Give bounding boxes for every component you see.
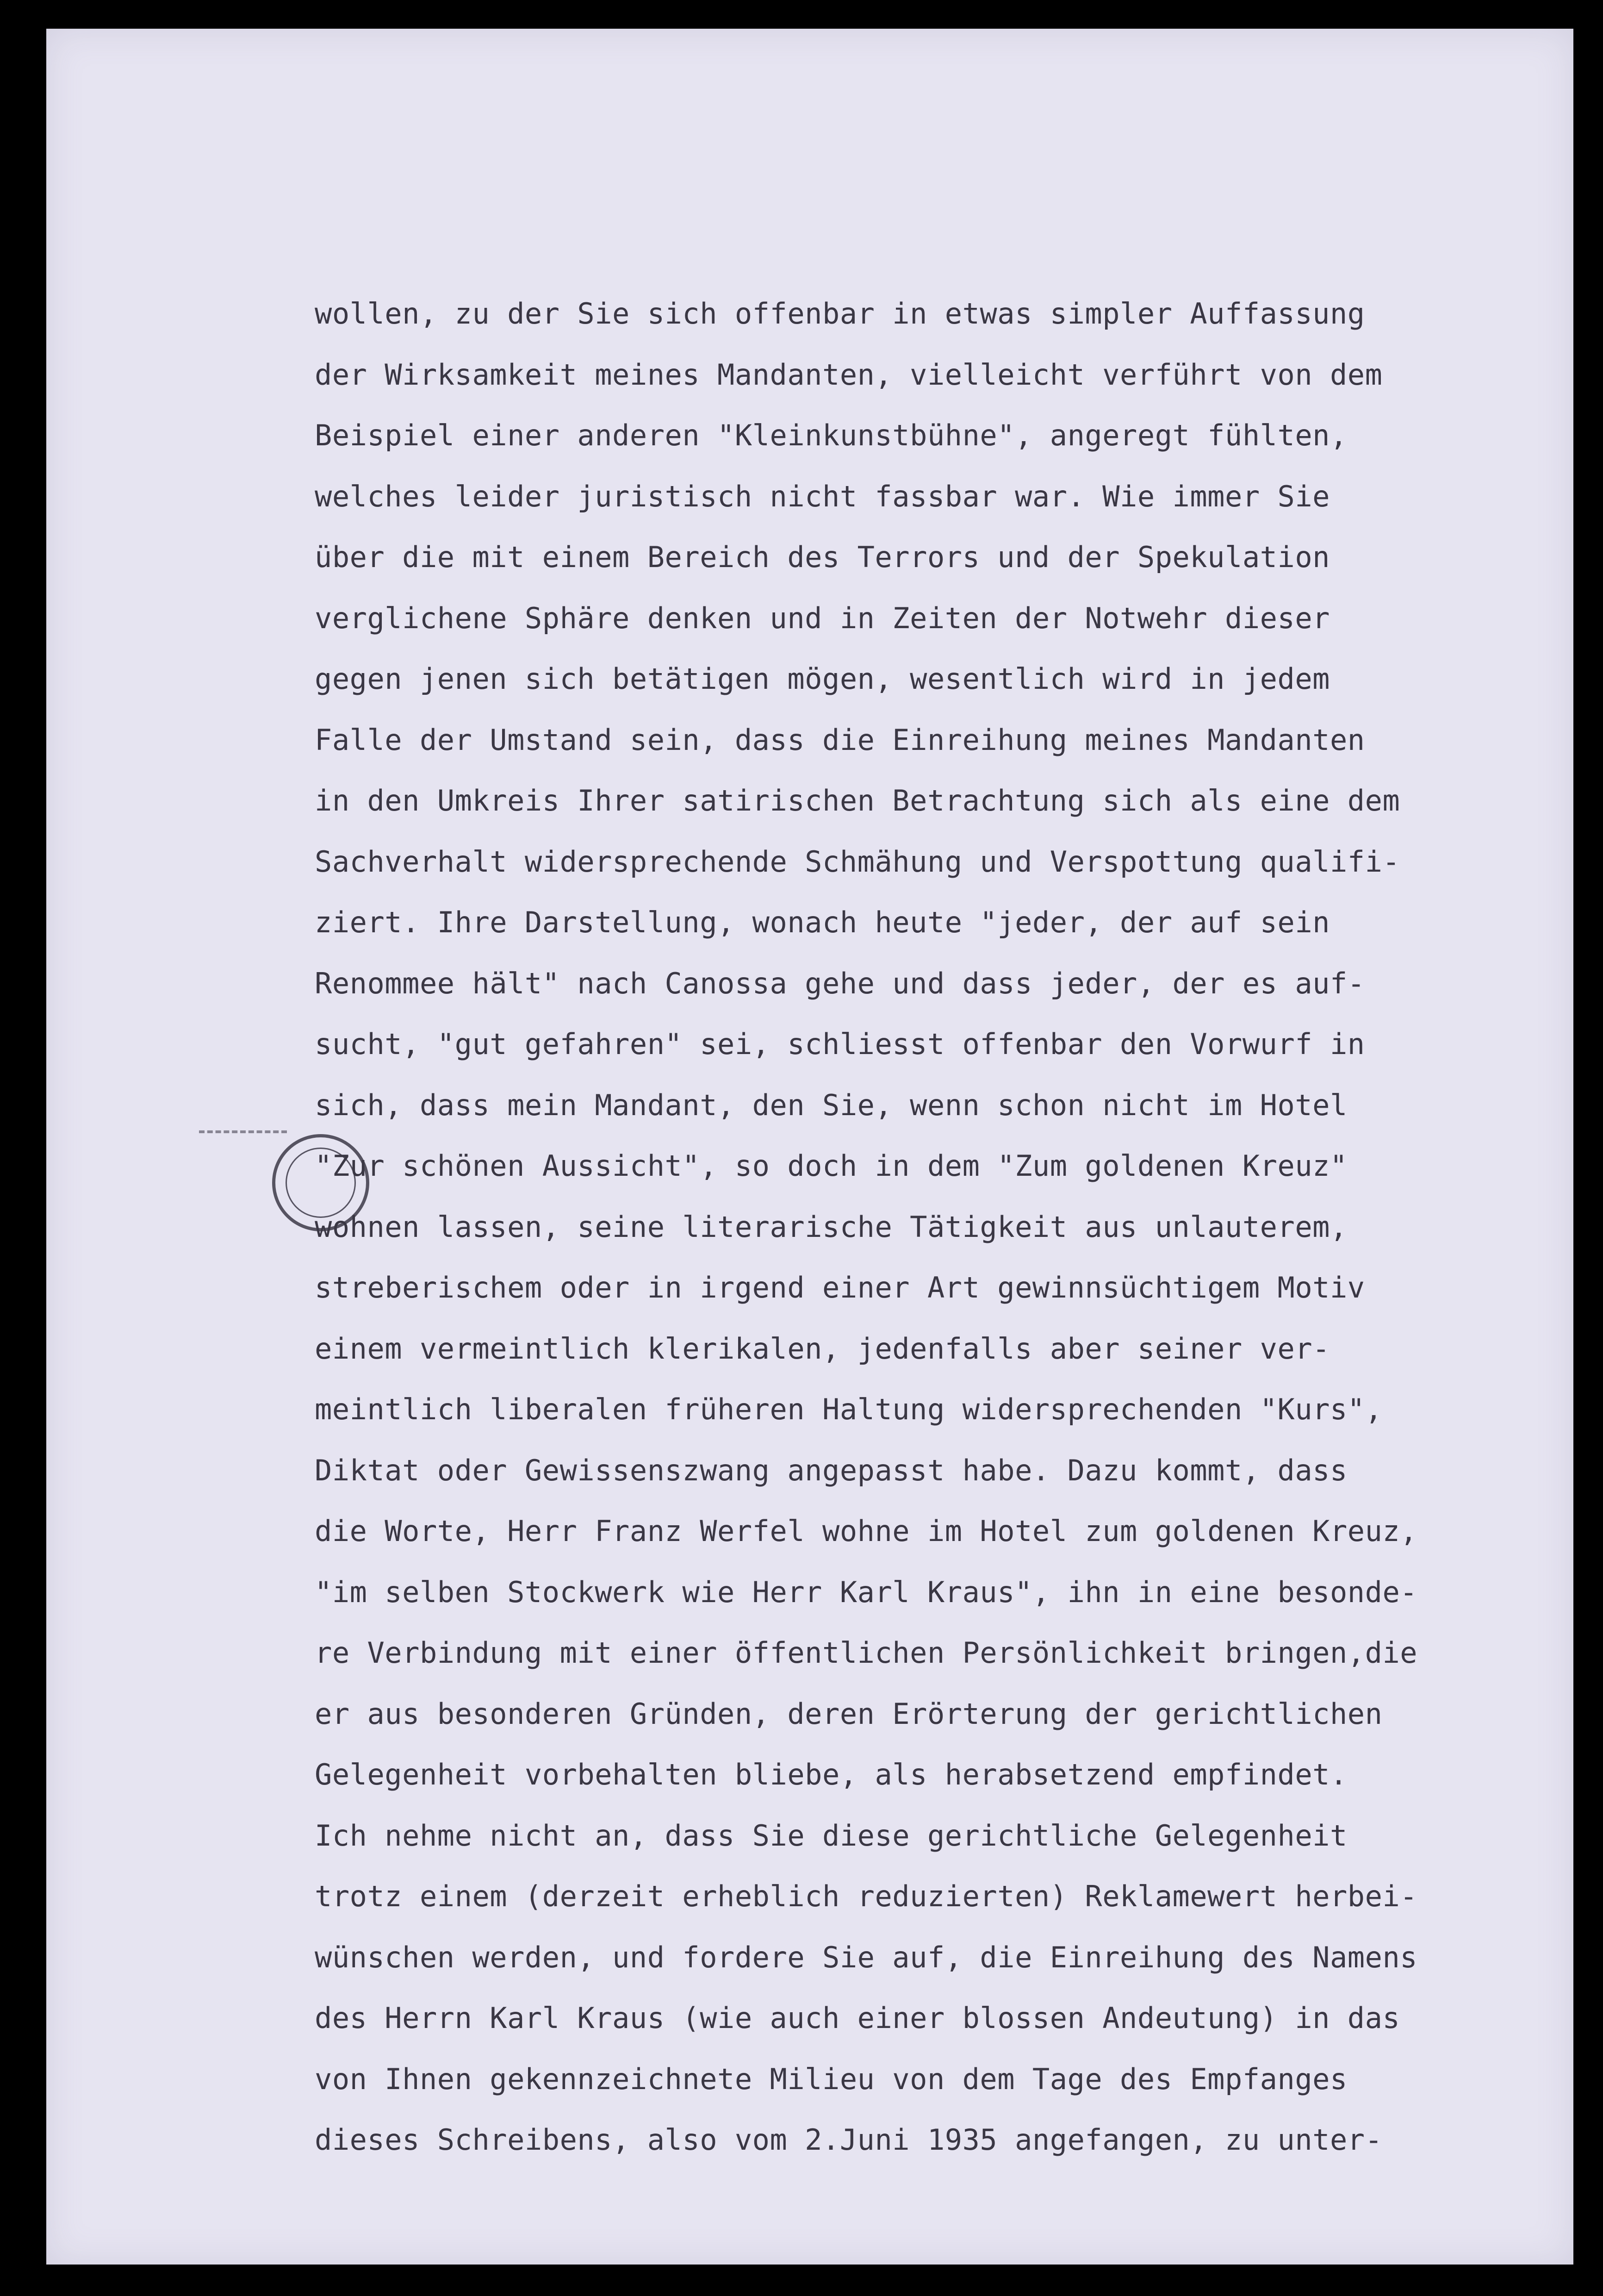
text-line: er aus besonderen Gründen, deren Erörterung der gerichtlichen	[315, 1697, 1383, 1731]
text-line: Beispiel einer anderen "Kleinkunstbühne", angeregt fühlten,	[315, 418, 1348, 452]
text-line: verglichene Sphäre denken und in Zeiten der Notwehr dieser	[315, 601, 1330, 635]
text-line: Diktat oder Gewissenszwang angepasst habe. Dazu kommt, dass	[315, 1453, 1348, 1487]
text-line: einem vermeintlich klerikalen, jedenfalls aber seiner ver-	[315, 1331, 1330, 1366]
text-line: über die mit einem Bereich des Terrors und der Spekulation	[315, 540, 1330, 574]
text-line: "im selben Stockwerk wie Herr Karl Kraus", ihn in eine besonde-	[315, 1575, 1418, 1609]
text-line: Ich nehme nicht an, dass Sie diese gerichtliche Gelegenheit	[315, 1818, 1348, 1853]
text-line: Falle der Umstand sein, dass die Einreihung meines Mandanten	[315, 723, 1365, 757]
text-line: sich, dass mein Mandant, den Sie, wenn schon nicht im Hotel	[315, 1088, 1348, 1122]
stamp-dash-mark	[199, 1130, 287, 1133]
text-line: streberischem oder in irgend einer Art gewinnsüchtigem Motiv	[315, 1271, 1365, 1304]
text-line: in den Umkreis Ihrer satirischen Betrachtung sich als eine dem	[315, 784, 1400, 817]
typed-letter-body	[315, 283, 1527, 2171]
text-line: "Zur schönen Aussicht", so doch in dem "Zum goldenen Kreuz"	[315, 1149, 1348, 1183]
text-line: die Worte, Herr Franz Werfel wohne im Hotel zum goldenen Kreuz,	[315, 1514, 1418, 1548]
text-line: gegen jenen sich betätigen mögen, wesentlich wird in jedem	[315, 662, 1330, 696]
text-line: sucht, "gut gefahren" sei, schliesst offenbar den Vorwurf in	[315, 1027, 1365, 1061]
text-line: der Wirksamkeit meines Mandanten, vielleicht verführt von dem	[315, 357, 1383, 392]
text-line: dieses Schreibens, also vom 2.Juni 1935 angefangen, zu unter-	[315, 2123, 1383, 2157]
text-line: des Herrn Karl Kraus (wie auch einer blossen Andeutung) in das	[315, 2001, 1400, 2035]
text-line: wohnen lassen, seine literarische Tätigkeit aus unlauterem,	[315, 1210, 1348, 1244]
text-line: von Ihnen gekennzeichnete Milieu von dem Tage des Empfanges	[315, 2062, 1348, 2096]
text-line: Gelegenheit vorbehalten bliebe, als herabsetzend empfindet.	[315, 1758, 1348, 1791]
text-line: re Verbindung mit einer öffentlichen Persönlichkeit bringen,die	[315, 1636, 1418, 1670]
text-line: Renommee hält" nach Canossa gehe und dass jeder, der es auf-	[315, 966, 1365, 1000]
text-line: trotz einem (derzeit erheblich reduzierten) Reklamewert herbei-	[315, 1879, 1418, 1913]
text-line: ziert. Ihre Darstellung, wonach heute "jeder, der auf sein	[315, 905, 1330, 939]
text-line: meintlich liberalen früheren Haltung widersprechenden "Kurs",	[315, 1392, 1383, 1426]
document-page	[46, 29, 1573, 2265]
text-line: wollen, zu der Sie sich offenbar in etwas simpler Auffassung	[315, 297, 1365, 331]
text-line: welches leider juristisch nicht fassbar war. Wie immer Sie	[315, 479, 1330, 513]
text-line: wünschen werden, und fordere Sie auf, die Einreihung des Namens	[315, 1940, 1418, 1974]
text-line: Sachverhalt widersprechende Schmähung und Verspottung qualifi-	[315, 844, 1400, 879]
